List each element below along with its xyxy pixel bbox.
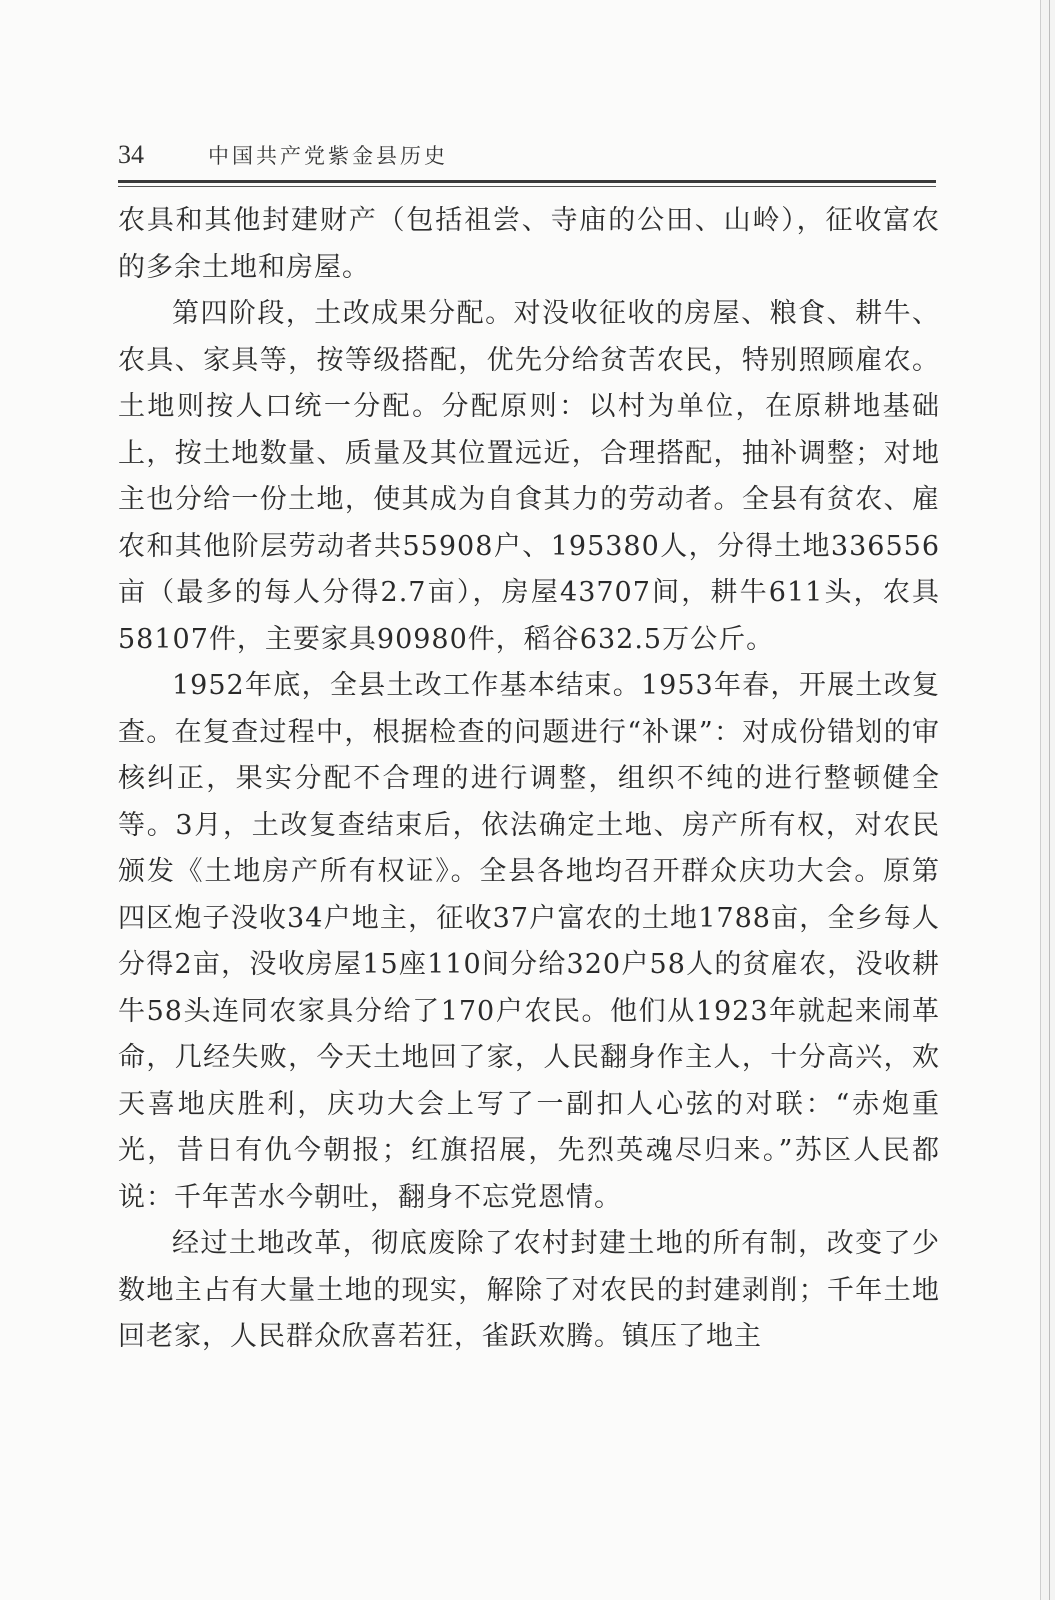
body-text [118,198,940,1361]
paragraph-continued: 农具和其他封建财产（包括祖尝、寺庙的公田、山岭），征收富农的多余土地和房屋。 [118,205,940,283]
header-rule-thick [118,180,936,183]
paragraph-land-reform-review: 1952年底，全县土改工作基本结束。1953年春，开展土改复查。在复查过程中，根据检查的问题进行“补课”：对成份错划的审核纠正，果实分配不合理的进行调整，组织不纯的进行整顿健全等。3月，土改复查结束后，依法确定土地、房产所有权，对农民颁发《土地房产所有权证》。全县各地均召开群众庆功大会。原第四区炮子没收34户地主，征收37户富农的土地1788亩，全乡每人分得2亩，没收房屋15座110间分给320户58人的贫雇农，没收耕牛58头连同农家具分给了170户农民。他们从1923年就起来闹革命，几经失败，今天土地回了家，人民翻身作主人，十分高兴，欢天喜地庆胜利，庆功大会上写了一副扣人心弦的对联：“赤炮重光，昔日有仇今朝报；红旗招展，先烈英魂尽归来。”苏区人民都说：千年苦水今朝吐，翻身不忘党恩情。 [118,670,940,1213]
header-rule-thin [118,186,936,187]
paragraph-stage-four: 第四阶段，土改成果分配。对没收征收的房屋、粮食、耕牛、农具、家具等，按等级搭配，优先分给贫苦农民，特别照顾雇农。土地则按人口统一分配。分配原则：以村为单位，在原耕地基础上，按土地数量、质量及其位置远近，合理搭配，抽补调整；对地主也分给一份土地，使其成为自食其力的劳动者。全县有贫农、雇农和其他阶层劳动者共55908户、195380人，分得土地336556亩（最多的每人分得2.7亩），房屋43707间，耕牛611头，农具58107件，主要家具90980件，稻谷632.5万公斤。 [118,298,940,655]
page-number: 34 [118,140,144,169]
page-header [118,138,938,178]
paragraph-land-reform-results: 经过土地改革，彻底废除了农村封建土地的所有制，改变了少数地主占有大量土地的现实，解除了对农民的封建剥削；千年土地回老家，人民群众欣喜若狂，雀跃欢腾。镇压了地主 [118,1228,940,1352]
running-title: 中国共产党紫金县历史 [208,144,448,168]
page-edge [1040,0,1055,1600]
